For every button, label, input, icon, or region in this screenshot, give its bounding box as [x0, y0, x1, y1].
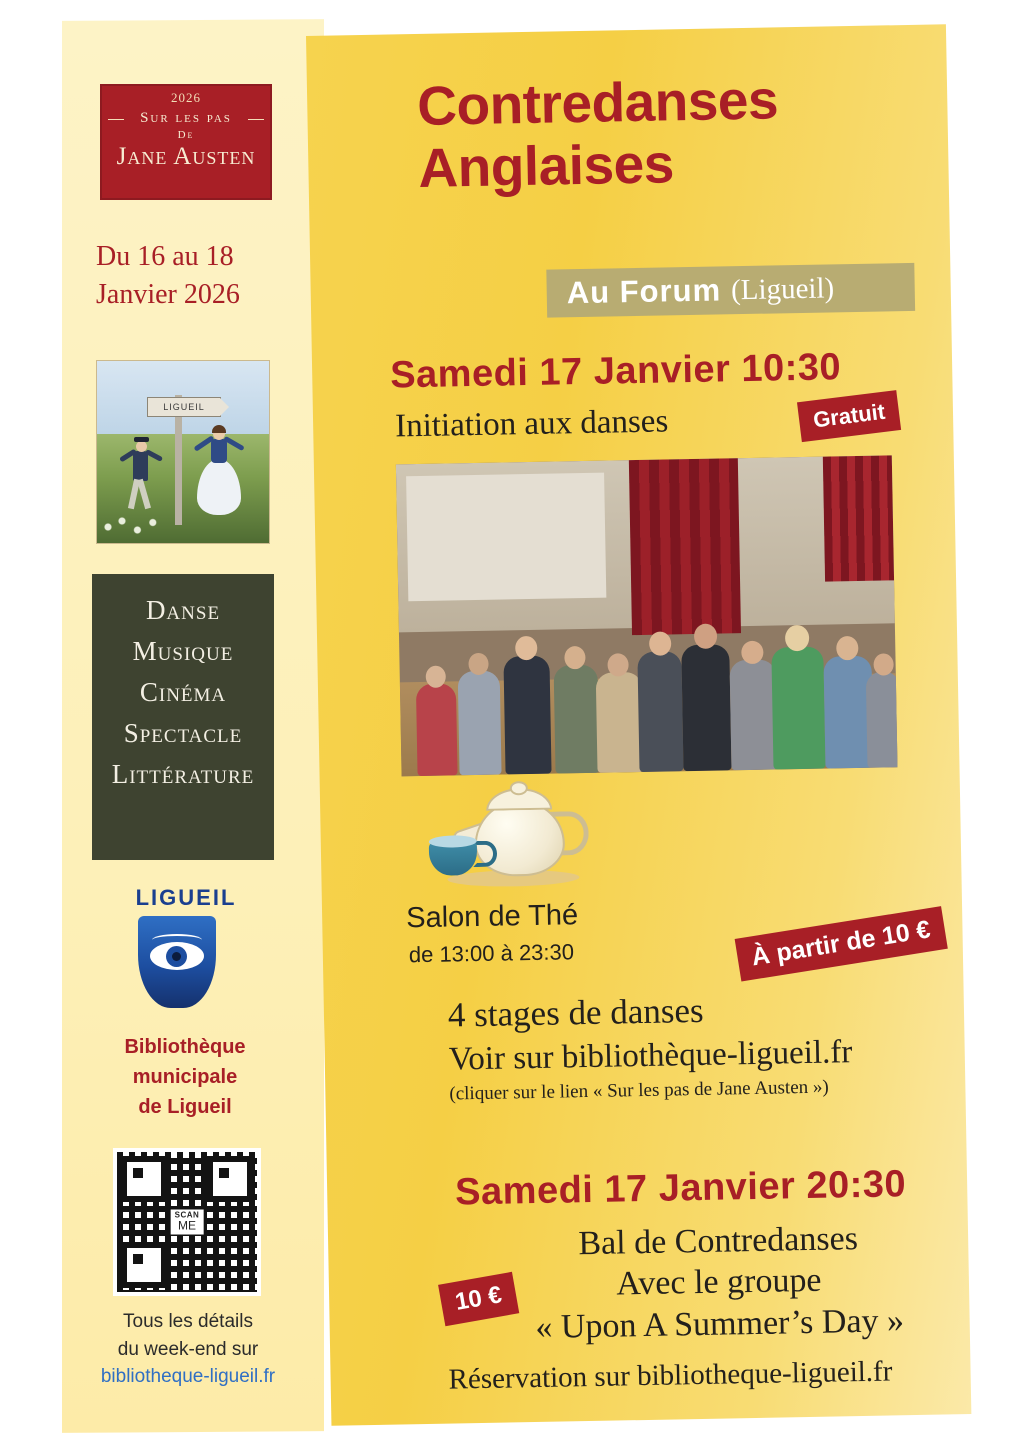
page-title-line-1: Contredanses — [416, 68, 779, 137]
library-line-1: Bibliothèque — [124, 1036, 246, 1058]
footer-website-link[interactable]: bibliotheque-ligueil.fr — [100, 1366, 276, 1388]
qr-code[interactable] — [113, 1148, 261, 1296]
theme-item: Cinéma — [139, 677, 227, 708]
footer-details — [88, 1308, 288, 1391]
photo-dance-hall — [396, 455, 898, 776]
logo-line-2: Jane Austen — [116, 143, 256, 170]
teapot-icon — [420, 773, 592, 896]
festival-dates-line-2: Janvier 2026 — [96, 278, 240, 310]
workshops-note: (cliquer sur le lien « Sur les pas de Jane Austen ») — [449, 1076, 829, 1105]
library-line-2: municipale — [132, 1066, 238, 1088]
logo-year: 2026 — [171, 90, 201, 105]
event-2-description — [488, 1216, 950, 1349]
tea-room-hours: de 13:00 à 23:30 — [408, 939, 575, 968]
event-1-datetime: Samedi 17 Janvier 10:30 — [389, 346, 842, 397]
library-name — [92, 1032, 278, 1122]
tea-room-label: Salon de Thé — [405, 899, 579, 935]
qr-scan-line-2: ME — [177, 1218, 196, 1233]
dancer-woman-figure — [193, 423, 245, 519]
themes-list — [92, 574, 274, 860]
logo-line-de: De — [177, 129, 195, 141]
signpost-label: LIGUEIL — [147, 397, 221, 417]
qr-finder-top-right — [207, 1156, 253, 1202]
qr-scan-me-label — [171, 1210, 204, 1235]
photo-crowd — [398, 574, 897, 776]
stages-price-badge: À partir de 10 € — [735, 906, 948, 981]
main-panel — [306, 24, 971, 1425]
photo-dancers-signpost — [96, 360, 270, 544]
event-1-subtitle: Initiation aux danses — [394, 403, 669, 445]
workshops-website[interactable]: Voir sur bibliothèque-ligueil.fr — [448, 1033, 853, 1078]
library-line-3: de Ligueil — [138, 1096, 232, 1118]
qr-scan-line-1: SCAN — [174, 1210, 200, 1220]
page-title — [417, 66, 939, 199]
festival-dates-line-1: Du 16 au 18 — [96, 241, 234, 272]
venue-name: Au Forum — [566, 272, 722, 311]
event-2-price-badge: 10 € — [438, 1272, 519, 1326]
event-2-reservation[interactable]: Réservation sur bibliotheque-ligueil.fr — [448, 1355, 893, 1396]
dancer-man-figure — [121, 437, 161, 511]
logo-line-1: Sur les pas — [102, 110, 270, 127]
theme-item: Spectacle — [123, 718, 243, 749]
workshops-title: 4 stages de danses — [447, 990, 704, 1035]
town-wordmark: LIGUEIL — [135, 885, 237, 910]
venue-city: (Ligueil) — [730, 271, 835, 306]
photo-flowers — [101, 509, 171, 539]
festival-logo — [100, 84, 272, 200]
town-shield-eye-icon — [138, 916, 216, 1008]
qr-code-pattern — [117, 1152, 257, 1292]
event-2-line-1: Bal de Contredanses — [578, 1220, 859, 1263]
footer-line-2: du week-end sur — [117, 1338, 259, 1360]
theme-item: Littérature — [111, 759, 255, 790]
event-2-datetime: Samedi 17 Janvier 20:30 — [454, 1163, 907, 1214]
venue-banner — [546, 263, 915, 318]
footer-line-1: Tous les détails — [123, 1311, 253, 1332]
dance-workshops — [448, 986, 854, 1107]
event-2-line-2: Avec le groupe — [615, 1262, 822, 1303]
festival-dates — [96, 238, 286, 314]
theme-item: Musique — [132, 636, 234, 667]
event-2-line-3: « Upon A Summer’s Day » — [535, 1302, 905, 1346]
event-1-price-badge: Gratuit — [797, 390, 901, 442]
theme-item: Danse — [145, 595, 221, 625]
qr-finder-bottom-left — [121, 1242, 167, 1288]
page-title-line-2: Anglaises — [417, 131, 675, 199]
qr-finder-top-left — [121, 1156, 167, 1202]
